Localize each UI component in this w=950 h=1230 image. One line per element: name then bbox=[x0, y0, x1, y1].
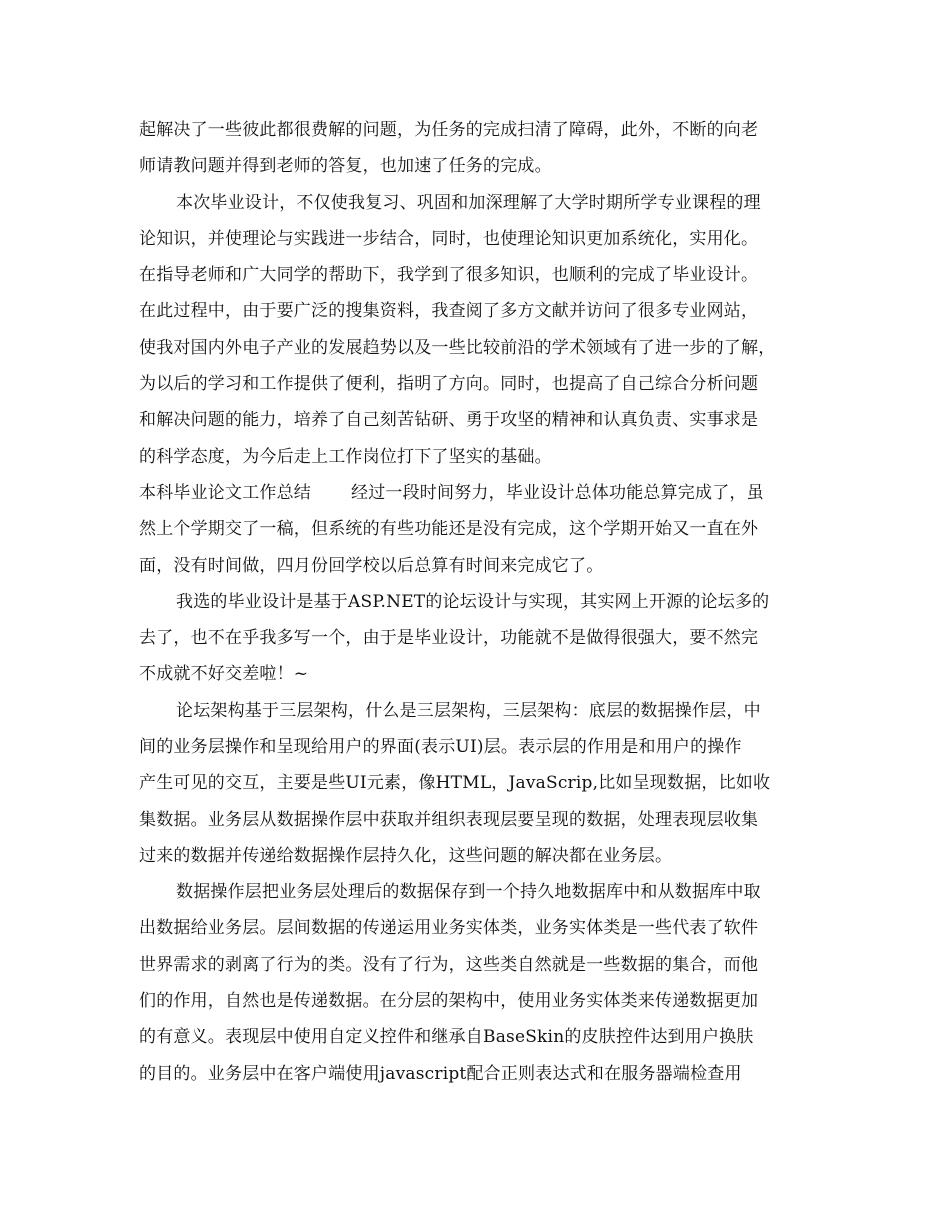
text-line: 为以后的学习和工作提供了便利，指明了方向。同时，也提高了自己综合分析问题 bbox=[139, 374, 759, 394]
text-line: 面，没有时间做，四月份回学校以后总算有时间来完成它了。 bbox=[139, 556, 604, 576]
text-line: 我选的毕业设计是基于ASP.NET的论坛设计与实现，其实网上开源的论坛多的 bbox=[176, 592, 770, 612]
text-line: 在此过程中，由于要广泛的搜集资料，我查阅了多方文献并访问了很多专业网站， bbox=[139, 301, 759, 321]
text-line: 过来的数据并传递给数据操作层持久化，这些问题的解决都在业务层。 bbox=[139, 846, 673, 866]
text-line: 的有意义。表现层中使用自定义控件和继承自BaseSkin的皮肤控件达到用户换肤 bbox=[139, 1027, 754, 1047]
text-line: 师请教问题并得到老师的答复，也加速了任务的完成。 bbox=[139, 156, 552, 176]
text-line: 起解决了一些彼此都很费解的问题，为任务的完成扫清了障碍，此外，不断的向老 bbox=[139, 120, 759, 140]
text-line: 出数据给业务层。层间数据的传递运用业务实体类，业务实体类是一些代表了软件 bbox=[139, 918, 759, 938]
text-line: 的目的。业务层中在客户端使用javascript配合正则表达式和在服务器端检查用 bbox=[139, 1064, 742, 1084]
text-line: 的科学态度，为今后走上工作岗位打下了坚实的基础。 bbox=[139, 447, 552, 467]
text-line: 然上个学期交了一稿，但系统的有些功能还是没有完成，这个学期开始又一直在外 bbox=[139, 519, 759, 539]
text-line: 论坛架构基于三层架构，什么是三层架构，三层架构：底层的数据操作层，中 bbox=[176, 701, 761, 721]
text-line: 论知识，并使理论与实践进一步结合，同时，也使理论知识更加系统化，实用化。 bbox=[139, 229, 759, 249]
text-line: 集数据。业务层从数据操作层中获取并组织表现层要呈现的数据，处理表现层收集 bbox=[139, 810, 759, 830]
text-line: 使我对国内外电子产业的发展趋势以及一些比较前沿的学术领域有了进一步的了解， bbox=[139, 338, 776, 358]
text-line: 去了，也不在乎我多写一个，由于是毕业设计，功能就不是做得很强大，要不然完 bbox=[139, 628, 759, 648]
text-line: 本次毕业设计，不仅使我复习、巩固和加深理解了大学时期所学专业课程的理 bbox=[176, 193, 761, 213]
section-heading: 本科毕业论文工作总结 bbox=[139, 483, 311, 503]
section-line bbox=[139, 483, 764, 503]
text-line: 和解决问题的能力，培养了自己刻苦钻研、勇于攻坚的精神和认真负责、实事求是 bbox=[139, 410, 759, 430]
text-line: 数据操作层把业务层处理后的数据保存到一个持久地数据库中和从数据库中取 bbox=[176, 882, 761, 902]
text-line: 间的业务层操作和呈现给用户的界面(表示UI)层。表示层的作用是和用户的操作 bbox=[139, 737, 742, 757]
text-line: 在指导老师和广大同学的帮助下，我学到了很多知识，也顺利的完成了毕业设计。 bbox=[139, 265, 759, 285]
text-line: 世界需求的剥离了行为的类。没有了行为，这些类自然就是一些数据的集合，而他 bbox=[139, 955, 759, 975]
text-line: 产生可见的交互，主要是些UI元素，像HTML，JavaScrip,比如呈现数据，比如收 bbox=[139, 773, 771, 793]
section-text: 经过一段时间努力，毕业设计总体功能总算完成了，虽 bbox=[351, 483, 764, 503]
text-line: 们的作用，自然也是传递数据。在分层的架构中，使用业务实体类来传递数据更加 bbox=[139, 991, 759, 1011]
text-line: 不成就不好交差啦！~ bbox=[139, 664, 309, 684]
